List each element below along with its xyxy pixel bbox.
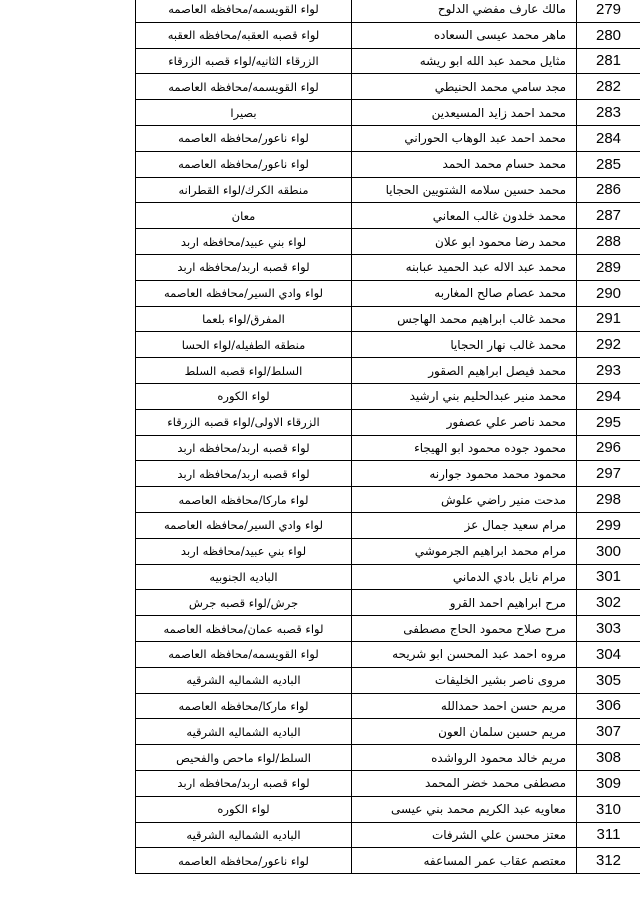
region-cell: لواء ناعور/محافظه العاصمه — [136, 848, 352, 874]
serial-number-cell: 301 — [577, 564, 640, 590]
name-cell: محمد احمد عبد الوهاب الحوراني — [352, 125, 577, 151]
table-row — [136, 796, 640, 822]
serial-number-cell: 312 — [577, 848, 640, 874]
region-cell: لواء بني عبيد/محافظه اربد — [136, 229, 352, 255]
region-cell: لواء بني عبيد/محافظه اربد — [136, 538, 352, 564]
region-cell: لواء قصبه اربد/محافظه اربد — [136, 254, 352, 280]
region-cell: لواء قصبه العقبه/محافظه العقبه — [136, 22, 352, 48]
region-cell: السلط/لواء قصبه السلط — [136, 358, 352, 384]
serial-number-cell: 282 — [577, 74, 640, 100]
serial-number-cell: 296 — [577, 435, 640, 461]
region-cell: لواء الكوره — [136, 383, 352, 409]
serial-number-cell: 280 — [577, 22, 640, 48]
serial-number-cell: 291 — [577, 306, 640, 332]
serial-number-cell: 294 — [577, 383, 640, 409]
name-cell: محمد فيصل ابراهيم الصقور — [352, 358, 577, 384]
serial-number-cell: 281 — [577, 48, 640, 74]
region-cell: الزرقاء الثانيه/لواء قصبه الزرقاء — [136, 48, 352, 74]
region-cell: الباديه الشماليه الشرقيه — [136, 719, 352, 745]
name-cell: محمد خلدون غالب المعاني — [352, 203, 577, 229]
serial-number-cell: 308 — [577, 745, 640, 771]
records-body — [136, 0, 640, 874]
table-row — [136, 332, 640, 358]
serial-number-cell: 311 — [577, 822, 640, 848]
region-cell: لواء القويسمه/محافظه العاصمه — [136, 74, 352, 100]
table-row — [136, 512, 640, 538]
name-cell: مجد سامي محمد الحنيطي — [352, 74, 577, 100]
name-cell: محمد حسام محمد الحمد — [352, 151, 577, 177]
name-cell: مريم حسن احمد حمدالله — [352, 693, 577, 719]
region-cell: لواء القويسمه/محافظه العاصمه — [136, 0, 352, 22]
table-row — [136, 254, 640, 280]
name-cell: محمد حسين سلامه الشتويين الحجايا — [352, 177, 577, 203]
serial-number-cell: 309 — [577, 770, 640, 796]
name-cell: محمد ناصر علي عصفور — [352, 409, 577, 435]
region-cell: السلط/لواء ماحص والفحيص — [136, 745, 352, 771]
region-cell: منطقه الطفيله/لواء الحسا — [136, 332, 352, 358]
table-row — [136, 435, 640, 461]
name-cell: مريم حسين سلمان العون — [352, 719, 577, 745]
serial-number-cell: 304 — [577, 641, 640, 667]
name-cell: مالك عارف مفضي الدلوح — [352, 0, 577, 22]
name-cell: ماهر محمد عيسى السعاده — [352, 22, 577, 48]
serial-number-cell: 295 — [577, 409, 640, 435]
table-row — [136, 151, 640, 177]
region-cell: المفرق/لواء بلعما — [136, 306, 352, 332]
table-row — [136, 229, 640, 255]
serial-number-cell: 300 — [577, 538, 640, 564]
region-cell: لواء الكوره — [136, 796, 352, 822]
serial-number-cell: 290 — [577, 280, 640, 306]
name-cell: محمد رضا محمود ابو علان — [352, 229, 577, 255]
region-cell: الباديه الشماليه الشرقيه — [136, 822, 352, 848]
region-cell: لواء ماركا/محافظه العاصمه — [136, 693, 352, 719]
region-cell: لواء ناعور/محافظه العاصمه — [136, 125, 352, 151]
name-cell: محمود جوده محمود ابو الهيجاء — [352, 435, 577, 461]
table-row — [136, 667, 640, 693]
name-cell: مرح ابراهيم احمد القرو — [352, 590, 577, 616]
records-table — [135, 0, 640, 874]
name-cell: محمد عبد الاله عبد الحميد عبابنه — [352, 254, 577, 280]
region-cell: لواء وادي السير/محافظه العاصمه — [136, 512, 352, 538]
serial-number-cell: 293 — [577, 358, 640, 384]
table-row — [136, 48, 640, 74]
table-row — [136, 100, 640, 126]
region-cell: بصيرا — [136, 100, 352, 126]
table-row — [136, 383, 640, 409]
region-cell: لواء ماركا/محافظه العاصمه — [136, 487, 352, 513]
table-row — [136, 409, 640, 435]
table-row — [136, 848, 640, 874]
table-row — [136, 822, 640, 848]
name-cell: مرام نايل بادي الدماني — [352, 564, 577, 590]
name-cell: محمود محمد محمود جوارنه — [352, 461, 577, 487]
serial-number-cell: 297 — [577, 461, 640, 487]
table-row — [136, 719, 640, 745]
serial-number-cell: 305 — [577, 667, 640, 693]
serial-number-cell: 288 — [577, 229, 640, 255]
name-cell: مروه احمد عبد المحسن ابو شريحه — [352, 641, 577, 667]
table-row — [136, 177, 640, 203]
table-row — [136, 306, 640, 332]
table-row — [136, 616, 640, 642]
name-cell: مرام محمد ابراهيم الجرموشي — [352, 538, 577, 564]
table-row — [136, 641, 640, 667]
serial-number-cell: 292 — [577, 332, 640, 358]
region-cell: منطقه الكرك/لواء القطرانه — [136, 177, 352, 203]
name-cell: محمد منير عبدالحليم بني ارشيد — [352, 383, 577, 409]
table-row — [136, 693, 640, 719]
name-cell: محمد عصام صالح المغاربه — [352, 280, 577, 306]
table-row — [136, 590, 640, 616]
name-cell: مروى ناصر بشير الخليفات — [352, 667, 577, 693]
serial-number-cell: 285 — [577, 151, 640, 177]
name-cell: مصطفى محمد خضر المحمد — [352, 770, 577, 796]
table-row — [136, 358, 640, 384]
name-cell: محمد غالب ابراهيم محمد الهاجس — [352, 306, 577, 332]
region-cell: لواء ناعور/محافظه العاصمه — [136, 151, 352, 177]
region-cell: الباديه الشماليه الشرقيه — [136, 667, 352, 693]
region-cell: لواء القويسمه/محافظه العاصمه — [136, 641, 352, 667]
serial-number-cell: 307 — [577, 719, 640, 745]
name-cell: محمد احمد زايد المسيعدين — [352, 100, 577, 126]
name-cell: معتز محسن علي الشرفات — [352, 822, 577, 848]
region-cell: الزرقاء الاولى/لواء قصبه الزرقاء — [136, 409, 352, 435]
region-cell: الباديه الجنوبيه — [136, 564, 352, 590]
serial-number-cell: 299 — [577, 512, 640, 538]
table-row — [136, 74, 640, 100]
name-cell: مرام سعيد جمال عز — [352, 512, 577, 538]
serial-number-cell: 284 — [577, 125, 640, 151]
serial-number-cell: 303 — [577, 616, 640, 642]
table-row — [136, 745, 640, 771]
name-cell: معاويه عبد الكريم محمد بني عيسى — [352, 796, 577, 822]
name-cell: مرح صلاح محمود الحاج مصطفى — [352, 616, 577, 642]
table-row — [136, 125, 640, 151]
table-row — [136, 22, 640, 48]
serial-number-cell: 310 — [577, 796, 640, 822]
table-row — [136, 538, 640, 564]
table-row — [136, 0, 640, 22]
region-cell: لواء قصبه اربد/محافظه اربد — [136, 435, 352, 461]
table-row — [136, 203, 640, 229]
serial-number-cell: 283 — [577, 100, 640, 126]
region-cell: لواء قصبه اربد/محافظه اربد — [136, 770, 352, 796]
table-row — [136, 770, 640, 796]
name-cell: مريم خالد محمود الرواشده — [352, 745, 577, 771]
region-cell: لواء قصبه عمان/محافظه العاصمه — [136, 616, 352, 642]
serial-number-cell: 286 — [577, 177, 640, 203]
region-cell: جرش/لواء قصبه جرش — [136, 590, 352, 616]
table-row — [136, 461, 640, 487]
name-cell: معتصم عقاب عمر المساعفه — [352, 848, 577, 874]
table-row — [136, 564, 640, 590]
region-cell: لواء قصبه اربد/محافظه اربد — [136, 461, 352, 487]
region-cell: معان — [136, 203, 352, 229]
name-cell: محمد غالب نهار الحجايا — [352, 332, 577, 358]
serial-number-cell: 279 — [577, 0, 640, 22]
serial-number-cell: 289 — [577, 254, 640, 280]
region-cell: لواء وادي السير/محافظه العاصمه — [136, 280, 352, 306]
serial-number-cell: 287 — [577, 203, 640, 229]
name-cell: مثايل محمد عبد الله ابو ريشه — [352, 48, 577, 74]
table-row — [136, 487, 640, 513]
serial-number-cell: 298 — [577, 487, 640, 513]
serial-number-cell: 306 — [577, 693, 640, 719]
serial-number-cell: 302 — [577, 590, 640, 616]
table-row — [136, 280, 640, 306]
name-cell: مدحت منير راضي علوش — [352, 487, 577, 513]
